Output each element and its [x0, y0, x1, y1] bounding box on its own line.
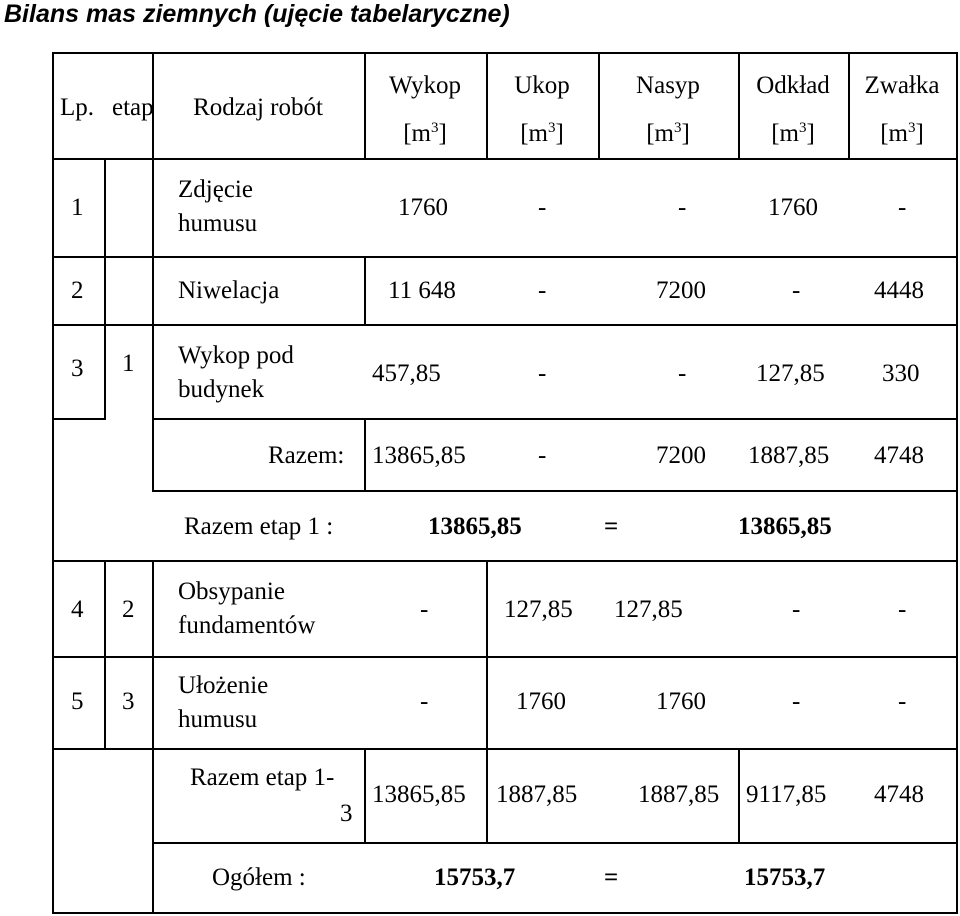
- col-divider: [104, 158, 106, 420]
- col-divider: [104, 560, 106, 750]
- razem-wykop: 13865,85: [372, 442, 466, 469]
- row4-ukop: 127,85: [504, 596, 573, 623]
- row2-nasyp: 7200: [656, 277, 706, 304]
- razem-etap13-nasyp: 1887,85: [638, 781, 720, 808]
- row1-lp: 1: [71, 194, 84, 221]
- razem-etap1-label: Razem etap 1 :: [184, 513, 334, 540]
- row2-odklad: -: [792, 277, 801, 304]
- row1-rodzaj-line1: Zdjęcie: [178, 176, 253, 203]
- row-divider: [152, 418, 958, 420]
- row2-wykop: 11 648: [388, 277, 456, 304]
- header-etap: etap: [112, 94, 154, 121]
- row3-lp: 3: [71, 355, 84, 382]
- row-divider: [52, 656, 958, 658]
- row2-zwalka: 4448: [874, 277, 924, 304]
- header-rodzaj-robot: Rodzaj robót: [193, 94, 323, 121]
- header-wykop: Wykop: [388, 72, 462, 99]
- row3-rodzaj-line1: Wykop pod: [178, 342, 294, 369]
- row1-wykop: 1760: [398, 194, 448, 221]
- row4-rodzaj-line2: fundamentów: [178, 612, 316, 639]
- border-right: [956, 52, 958, 914]
- ogolem-left: 15753,7: [434, 864, 516, 891]
- row-divider: [52, 418, 104, 420]
- row4-etap: 2: [122, 596, 135, 623]
- row1-nasyp: -: [678, 194, 687, 221]
- row-divider: [152, 842, 958, 844]
- header-odklad-unit: $[m^3]$: [771, 120, 815, 147]
- razem-etap1-eq: =: [604, 513, 619, 540]
- row1-odklad: 1760: [768, 194, 818, 221]
- header-zwalka-unit: $[m^3]$: [880, 120, 924, 147]
- razem-etap13-wykop: 13865,85: [372, 781, 466, 808]
- row-divider: [52, 748, 958, 750]
- row5-odklad: -: [792, 688, 801, 715]
- row4-rodzaj-line1: Obsypanie: [178, 578, 285, 605]
- header-odklad: Odkład: [756, 72, 830, 99]
- razem-etap13-odklad: 9117,85: [746, 781, 827, 808]
- col-divider: [738, 748, 740, 844]
- header-ukop-unit: $[m^3]$: [520, 120, 564, 147]
- header-nasyp-unit: $[m^3]$: [646, 120, 690, 147]
- row4-lp: 4: [71, 596, 84, 623]
- border-left: [52, 52, 54, 914]
- razem-etap1-left: 13865,85: [428, 513, 522, 540]
- row1-rodzaj-line2: humusu: [178, 210, 258, 237]
- ogolem-label: Ogółem :: [212, 864, 306, 891]
- row-divider: [52, 256, 958, 258]
- row3-etap: 1: [122, 350, 135, 377]
- col-divider: [364, 418, 366, 492]
- row2-lp: 2: [71, 277, 84, 304]
- col-divider: [364, 748, 366, 844]
- row4-odklad: -: [792, 596, 801, 623]
- row-divider: [52, 560, 958, 562]
- razem-ukop: -: [538, 442, 547, 469]
- razem-label: Razem:: [268, 442, 345, 469]
- page-title: Bilans mas ziemnych (ujęcie tabelaryczne): [4, 0, 510, 28]
- header-lp: Lp.: [60, 94, 95, 121]
- row1-zwalka: -: [898, 194, 907, 221]
- razem-etap13-label-line2: 3: [340, 800, 353, 827]
- row4-nasyp: 127,85: [614, 596, 683, 623]
- row4-wykop: -: [420, 596, 429, 623]
- row5-rodzaj-line2: humusu: [178, 706, 258, 733]
- razem-odklad: 1887,85: [748, 442, 830, 469]
- row3-nasyp: -: [678, 360, 687, 387]
- row2-ukop: -: [538, 277, 547, 304]
- razem-etap13-label-line1: Razem etap 1-: [190, 764, 335, 791]
- header-wykop-unit: $[m^3]$: [403, 120, 447, 147]
- row-divider: [52, 158, 958, 160]
- row5-wykop: -: [420, 688, 429, 715]
- border-top: [52, 52, 958, 54]
- razem-etap1-right: 13865,85: [738, 513, 832, 540]
- ogolem-eq: =: [604, 864, 619, 891]
- header-zwalka: Zwałka: [864, 72, 940, 99]
- row1-ukop: -: [538, 194, 547, 221]
- row4-zwalka: -: [898, 596, 907, 623]
- row5-lp: 5: [71, 688, 84, 715]
- border-bottom: [52, 912, 958, 914]
- col-divider: [486, 560, 488, 844]
- col-divider: [152, 560, 154, 914]
- header-nasyp: Nasyp: [636, 72, 700, 99]
- row3-odklad: 127,85: [756, 360, 825, 387]
- razem-zwalka: 4748: [874, 442, 924, 469]
- razem-etap13-ukop: 1887,85: [496, 781, 578, 808]
- ogolem-right: 15753,7: [744, 864, 826, 891]
- header-ukop: Ukop: [514, 72, 570, 99]
- row2-rodzaj: Niwelacja: [178, 277, 280, 304]
- row3-ukop: -: [538, 360, 547, 387]
- row3-zwalka: 330: [882, 360, 920, 387]
- row5-nasyp: 1760: [656, 688, 706, 715]
- row5-ukop: 1760: [516, 688, 566, 715]
- razem-nasyp: 7200: [656, 442, 706, 469]
- row5-zwalka: -: [898, 688, 907, 715]
- row-divider: [52, 324, 958, 326]
- row-divider: [152, 490, 958, 492]
- row3-rodzaj-line2: budynek: [178, 376, 265, 403]
- razem-etap13-zwalka: 4748: [874, 781, 924, 808]
- col-divider: [364, 256, 366, 324]
- row3-wykop: 457,85: [372, 360, 441, 387]
- row5-etap: 3: [122, 688, 135, 715]
- row5-rodzaj-line1: Ułożenie: [178, 672, 269, 699]
